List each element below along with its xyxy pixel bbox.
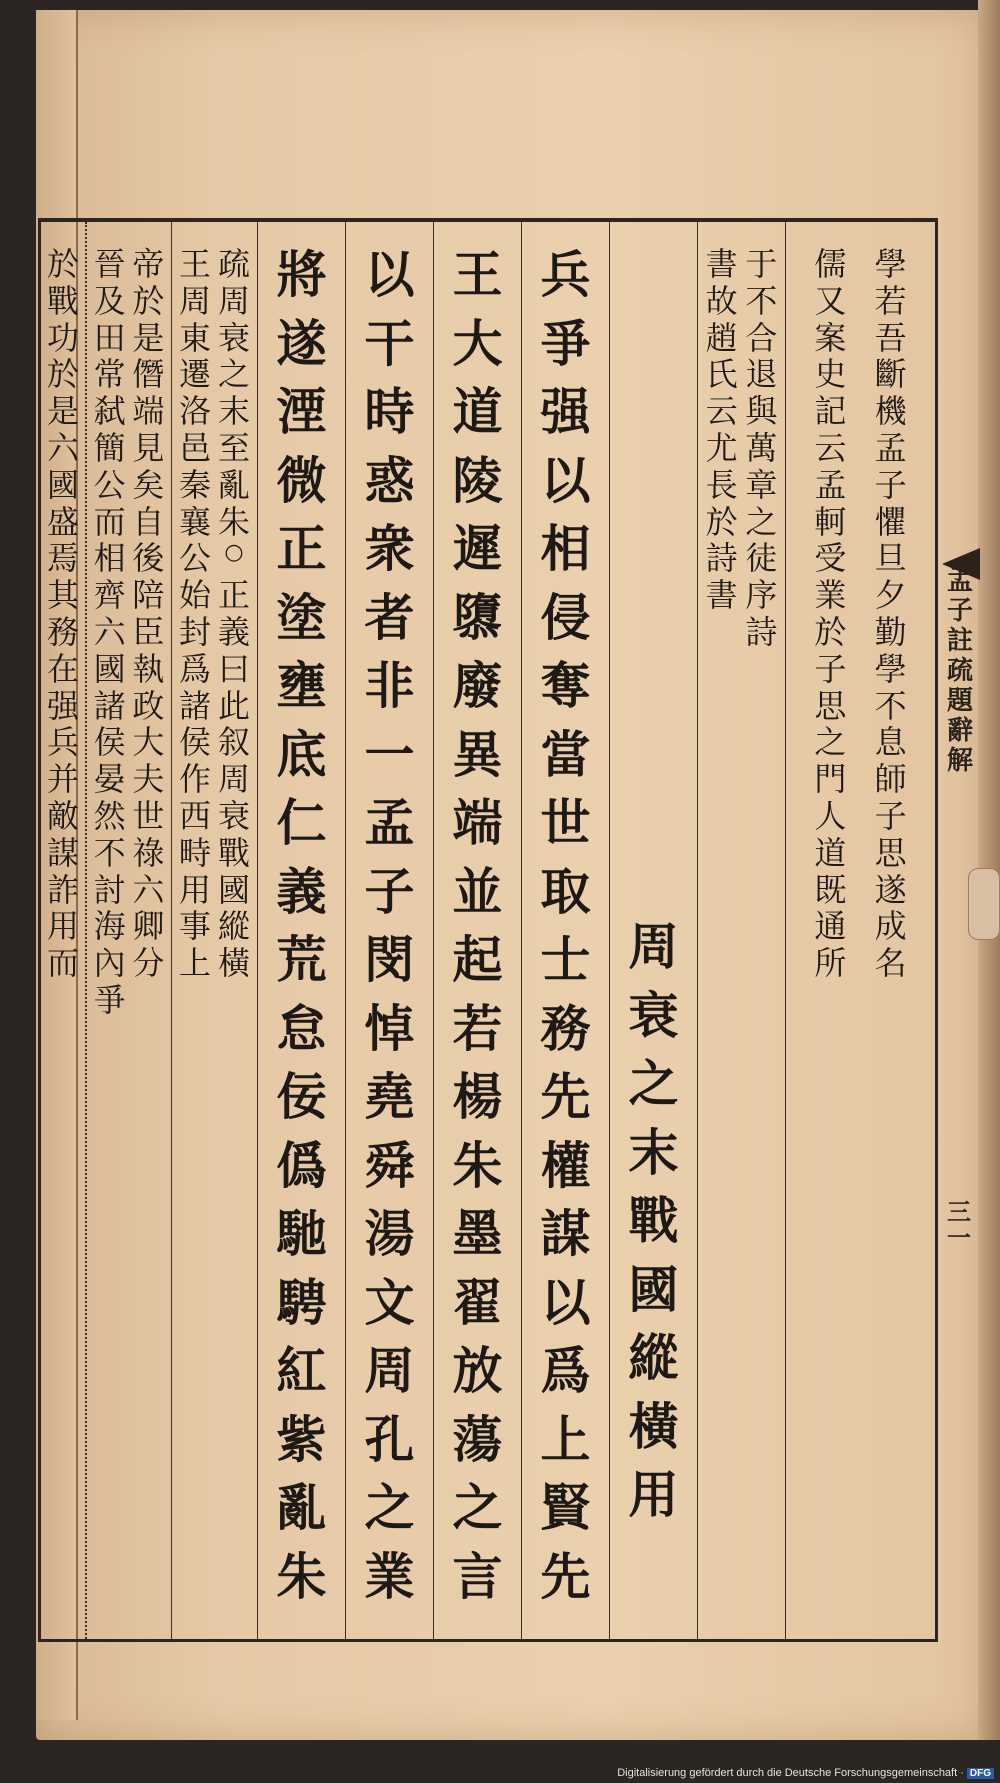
character: 異 — [452, 724, 503, 784]
character: 言 — [452, 1546, 503, 1606]
character: 於 — [46, 245, 79, 283]
character: 世 — [132, 796, 165, 835]
character: 翟 — [452, 1272, 503, 1332]
character: 業 — [364, 1546, 415, 1606]
character: 壅 — [276, 656, 327, 715]
character: 墨 — [452, 1204, 503, 1263]
character: 朱 — [217, 502, 250, 541]
character: 襄 — [178, 502, 211, 541]
character: 奪 — [540, 656, 591, 715]
character: 亂 — [217, 465, 250, 504]
character: 內 — [93, 944, 126, 983]
character: 卿 — [132, 907, 165, 946]
character: 橫 — [217, 944, 250, 983]
character: 退 — [745, 355, 778, 394]
character: 諸 — [93, 686, 126, 725]
character: 合 — [745, 318, 778, 357]
character: 史 — [814, 355, 847, 394]
character: 斷 — [874, 355, 907, 394]
character: 侵 — [540, 587, 591, 647]
character: 帝 — [132, 245, 165, 283]
character: 常 — [93, 355, 126, 394]
character: 若 — [452, 998, 503, 1058]
text-column-9 — [85, 222, 171, 1639]
digitization-credit — [617, 1767, 994, 1779]
character: 紫 — [276, 1409, 327, 1469]
character: 兵 — [46, 723, 79, 762]
character: 荒 — [276, 930, 327, 989]
character: 遷 — [178, 355, 211, 394]
text-line — [365, 222, 415, 1620]
character: 案 — [814, 318, 847, 357]
character: 先 — [540, 1067, 591, 1126]
character: 及 — [93, 281, 126, 320]
character: 道 — [452, 382, 503, 441]
character: 以 — [540, 1272, 591, 1332]
character: 衰 — [628, 985, 679, 1045]
character: 子 — [874, 465, 907, 504]
character: 爭 — [93, 980, 126, 1019]
character: 周 — [364, 1341, 415, 1400]
character: 放 — [452, 1341, 503, 1400]
character: 敵 — [46, 796, 79, 835]
character: 干 — [364, 313, 415, 373]
character: 務 — [46, 612, 79, 651]
text-line — [706, 222, 738, 616]
character: 六 — [132, 870, 165, 909]
page-tab-marker — [968, 868, 1000, 940]
character: 長 — [705, 465, 738, 504]
margin-title — [944, 568, 976, 778]
character: 强 — [540, 382, 591, 441]
text-column-7 — [257, 222, 345, 1639]
character: 秦 — [178, 465, 211, 504]
character: 孔 — [364, 1409, 415, 1469]
character: 於 — [705, 502, 738, 541]
character: 詩 — [745, 612, 778, 651]
character: 强 — [46, 686, 79, 725]
character: 儒 — [814, 245, 847, 283]
character: 子 — [814, 649, 847, 688]
character: 作 — [178, 760, 211, 799]
character: 務 — [540, 998, 591, 1058]
character: 封 — [178, 612, 211, 651]
character: 湮 — [276, 382, 327, 441]
character: 衰 — [217, 318, 250, 357]
character: 於 — [132, 281, 165, 320]
character: 政 — [132, 686, 165, 725]
character: 洛 — [178, 392, 211, 431]
character: 公 — [178, 539, 211, 578]
character: 怠 — [276, 998, 327, 1058]
character: 國 — [217, 870, 250, 909]
character: 疏 — [217, 245, 250, 283]
character: 業 — [814, 576, 847, 615]
character: 孟 — [874, 428, 907, 467]
margin-title-char: 疏 — [946, 656, 973, 686]
character: 弑 — [93, 392, 126, 431]
character: 遂 — [874, 870, 907, 909]
character: 學 — [874, 649, 907, 688]
character: 塗 — [276, 587, 327, 647]
character: 賢 — [540, 1478, 591, 1537]
character: 懼 — [874, 502, 907, 541]
character: 戰 — [46, 281, 79, 320]
character: 既 — [814, 870, 847, 909]
character: 云 — [814, 428, 847, 467]
character: 大 — [132, 723, 165, 762]
character: 之 — [814, 723, 847, 762]
text-column-2 — [697, 222, 785, 1639]
character: 國 — [628, 1259, 679, 1319]
character: 分 — [132, 944, 165, 983]
character: 後 — [132, 539, 165, 578]
character: 取 — [540, 861, 591, 921]
character: 縱 — [217, 907, 250, 946]
character: 而 — [46, 944, 79, 983]
character: 先 — [540, 1546, 591, 1606]
character: 并 — [46, 760, 79, 799]
text-column-3 — [609, 222, 697, 1639]
character: 周 — [178, 281, 211, 320]
text-line — [218, 222, 250, 984]
margin-page-number — [942, 1197, 976, 1252]
character: 詩 — [705, 539, 738, 578]
character: 衆 — [364, 519, 415, 578]
text-column-5 — [433, 222, 521, 1639]
character: 孟 — [814, 465, 847, 504]
text-line — [179, 222, 211, 984]
character: 思 — [814, 686, 847, 725]
character: 不 — [745, 281, 778, 320]
character: 勤 — [874, 612, 907, 651]
text-column-4 — [521, 222, 609, 1639]
character: 諸 — [178, 686, 211, 725]
character: 惑 — [364, 450, 415, 510]
character: 始 — [178, 576, 211, 615]
character: 趙 — [705, 318, 738, 357]
character: 夕 — [874, 576, 907, 615]
character: 戰 — [628, 1191, 679, 1250]
margin-page-char: 一 — [947, 1223, 971, 1252]
character: 功 — [46, 318, 79, 357]
character: 序 — [745, 576, 778, 615]
character: 此 — [217, 686, 250, 725]
character: 事 — [178, 907, 211, 946]
character: 通 — [814, 907, 847, 946]
character: 師 — [874, 760, 907, 799]
character: 道 — [814, 833, 847, 872]
character: 之 — [628, 1054, 679, 1113]
character: 於 — [814, 612, 847, 651]
character: 陵 — [452, 450, 503, 510]
character: 衰 — [217, 796, 250, 835]
text-line — [132, 222, 164, 984]
character: 馳 — [276, 1204, 327, 1263]
character: 又 — [814, 281, 847, 320]
character: 一 — [364, 724, 415, 784]
character: 世 — [540, 793, 591, 852]
character: 末 — [628, 1122, 679, 1182]
character: 六 — [93, 612, 126, 651]
text-column-6 — [345, 222, 433, 1639]
character: 相 — [540, 519, 591, 578]
character: 端 — [452, 793, 503, 852]
margin-title-char: 孟 — [946, 566, 973, 596]
character: 是 — [132, 318, 165, 357]
character: 橫 — [628, 1396, 679, 1456]
character: 侯 — [93, 723, 126, 762]
character: 在 — [46, 649, 79, 688]
character: 晏 — [93, 760, 126, 799]
character: 亂 — [276, 1478, 327, 1537]
margin-page-char: 三 — [947, 1197, 971, 1226]
character: 自 — [132, 502, 165, 541]
character: 記 — [814, 392, 847, 431]
character: 書 — [705, 576, 738, 615]
character: 爲 — [178, 649, 211, 688]
character: 紅 — [276, 1341, 327, 1400]
character: 徒 — [745, 539, 778, 578]
character: 用 — [178, 870, 211, 909]
margin-title-char: 題 — [946, 686, 973, 716]
character: 國 — [46, 465, 79, 504]
character: 戰 — [217, 833, 250, 872]
circle-marker: ○ — [224, 540, 244, 566]
character: 云 — [705, 392, 738, 431]
character: 用 — [46, 907, 79, 946]
character: 章 — [745, 465, 778, 504]
character: 權 — [540, 1135, 591, 1195]
character: 於 — [46, 355, 79, 394]
character: 叙 — [217, 723, 250, 762]
character: 曰 — [217, 649, 250, 688]
character: 其 — [46, 576, 79, 615]
character: 尤 — [705, 428, 738, 467]
character: 騁 — [276, 1272, 327, 1332]
dfg-logo: DFG — [967, 1768, 994, 1779]
margin-title-char: 註 — [946, 626, 973, 656]
text-line — [94, 222, 126, 1021]
character: 不 — [874, 686, 907, 725]
character: 周 — [217, 760, 250, 799]
character: 名 — [874, 944, 907, 983]
character: 縱 — [628, 1328, 679, 1387]
character: 佞 — [276, 1067, 327, 1126]
character: 旦 — [874, 539, 907, 578]
character: 並 — [452, 861, 503, 921]
character: 文 — [364, 1272, 415, 1332]
character: 與 — [745, 392, 778, 431]
character: 正 — [217, 576, 250, 615]
character: 兵 — [540, 245, 591, 304]
text-line — [47, 222, 79, 984]
character: 上 — [540, 1409, 591, 1469]
character: 子 — [364, 861, 415, 921]
character: 周 — [628, 917, 679, 976]
character: 用 — [628, 1465, 679, 1524]
character: 不 — [93, 833, 126, 872]
character: 故 — [705, 281, 738, 320]
character: 見 — [132, 428, 165, 467]
character: 夫 — [132, 760, 165, 799]
character: 子 — [874, 796, 907, 835]
character: 微 — [276, 450, 327, 510]
character: 氏 — [705, 355, 738, 394]
character: 成 — [874, 907, 907, 946]
text-line — [277, 222, 327, 1620]
character: 爲 — [540, 1341, 591, 1400]
character: 焉 — [46, 539, 79, 578]
character: 堯 — [364, 1067, 415, 1126]
character: 侯 — [178, 723, 211, 762]
text-line — [453, 222, 503, 1620]
character: 簡 — [93, 428, 126, 467]
character: 朱 — [452, 1135, 503, 1195]
character: 周 — [217, 281, 250, 320]
text-line — [541, 222, 591, 1620]
character: 海 — [93, 907, 126, 946]
character: 齊 — [93, 576, 126, 615]
character: 于 — [745, 245, 778, 283]
character: 義 — [276, 861, 327, 921]
character: 孟 — [364, 793, 415, 852]
character: 爭 — [540, 313, 591, 373]
character: 時 — [364, 382, 415, 441]
character: 僭 — [132, 355, 165, 394]
margin-title-char: 子 — [946, 596, 973, 626]
character: 公 — [93, 465, 126, 504]
character: 而 — [93, 502, 126, 541]
character: 謀 — [540, 1204, 591, 1263]
character: 矣 — [132, 465, 165, 504]
character: 末 — [217, 392, 250, 431]
character: 僞 — [276, 1135, 327, 1195]
character: 畤 — [178, 833, 211, 872]
character: 悼 — [364, 998, 415, 1058]
character: 詐 — [46, 870, 79, 909]
character: 遂 — [276, 313, 327, 373]
character: 田 — [93, 318, 126, 357]
credit-text: Digitalisierung gefördert durch die Deutsche Forschungsgemeinschaft · — [617, 1767, 964, 1779]
character: 之 — [217, 355, 250, 394]
text-line — [745, 222, 777, 653]
character: 者 — [364, 587, 415, 647]
character: 陪 — [132, 576, 165, 615]
text-line — [875, 222, 907, 984]
character: 萬 — [745, 428, 778, 467]
character: 仁 — [276, 793, 327, 852]
character: 軻 — [814, 502, 847, 541]
character: 執 — [132, 649, 165, 688]
text-column-10 — [41, 222, 85, 1639]
character: 廢 — [452, 656, 503, 715]
character: 吾 — [874, 318, 907, 357]
character: 東 — [178, 318, 211, 357]
character: 舜 — [364, 1135, 415, 1195]
character: 之 — [745, 502, 778, 541]
text-column-1 — [785, 222, 935, 1639]
character: 所 — [814, 944, 847, 983]
character: 西 — [178, 796, 211, 835]
character: 相 — [93, 539, 126, 578]
character: 討 — [93, 870, 126, 909]
character: 端 — [132, 392, 165, 431]
character: 臣 — [132, 612, 165, 651]
character: 正 — [276, 519, 327, 578]
character: 大 — [452, 313, 503, 373]
margin-title-char: 辭 — [946, 716, 973, 746]
character: 六 — [46, 428, 79, 467]
character: 底 — [276, 724, 327, 784]
character: 義 — [217, 612, 250, 651]
character: 隳 — [452, 587, 503, 647]
character: 學 — [874, 245, 907, 283]
character: 若 — [874, 281, 907, 320]
character: 王 — [452, 245, 503, 304]
character: 士 — [540, 930, 591, 989]
character: 以 — [540, 450, 591, 510]
character: 謀 — [46, 833, 79, 872]
character: 蕩 — [452, 1409, 503, 1469]
character: 王 — [178, 245, 211, 283]
character: 非 — [364, 656, 415, 715]
character: 遲 — [452, 519, 503, 578]
character: 將 — [276, 245, 327, 304]
character: 人 — [814, 796, 847, 835]
character: 以 — [364, 245, 415, 304]
text-column-8 — [171, 222, 257, 1639]
text-line — [814, 222, 846, 984]
character: 息 — [874, 723, 907, 762]
character: 起 — [452, 930, 503, 989]
character: 盛 — [46, 502, 79, 541]
character: 門 — [814, 760, 847, 799]
character: 然 — [93, 796, 126, 835]
character: 朱 — [276, 1546, 327, 1606]
character: 之 — [364, 1478, 415, 1537]
character: 至 — [217, 428, 250, 467]
character: 祿 — [132, 833, 165, 872]
character: 書 — [705, 245, 738, 283]
character: 思 — [874, 833, 907, 872]
character: 機 — [874, 392, 907, 431]
character: 楊 — [452, 1067, 503, 1126]
character: 受 — [814, 539, 847, 578]
character: 是 — [46, 392, 79, 431]
character: 國 — [93, 649, 126, 688]
character: 之 — [452, 1478, 503, 1537]
text-line — [629, 222, 679, 1539]
character: 邑 — [178, 428, 211, 467]
character: 湯 — [364, 1204, 415, 1263]
text-frame — [38, 218, 938, 1642]
margin-title-char: 解 — [946, 746, 973, 776]
character: 上 — [178, 944, 211, 983]
character: 晉 — [93, 245, 126, 283]
character: 閔 — [364, 930, 415, 989]
character: 當 — [540, 724, 591, 784]
